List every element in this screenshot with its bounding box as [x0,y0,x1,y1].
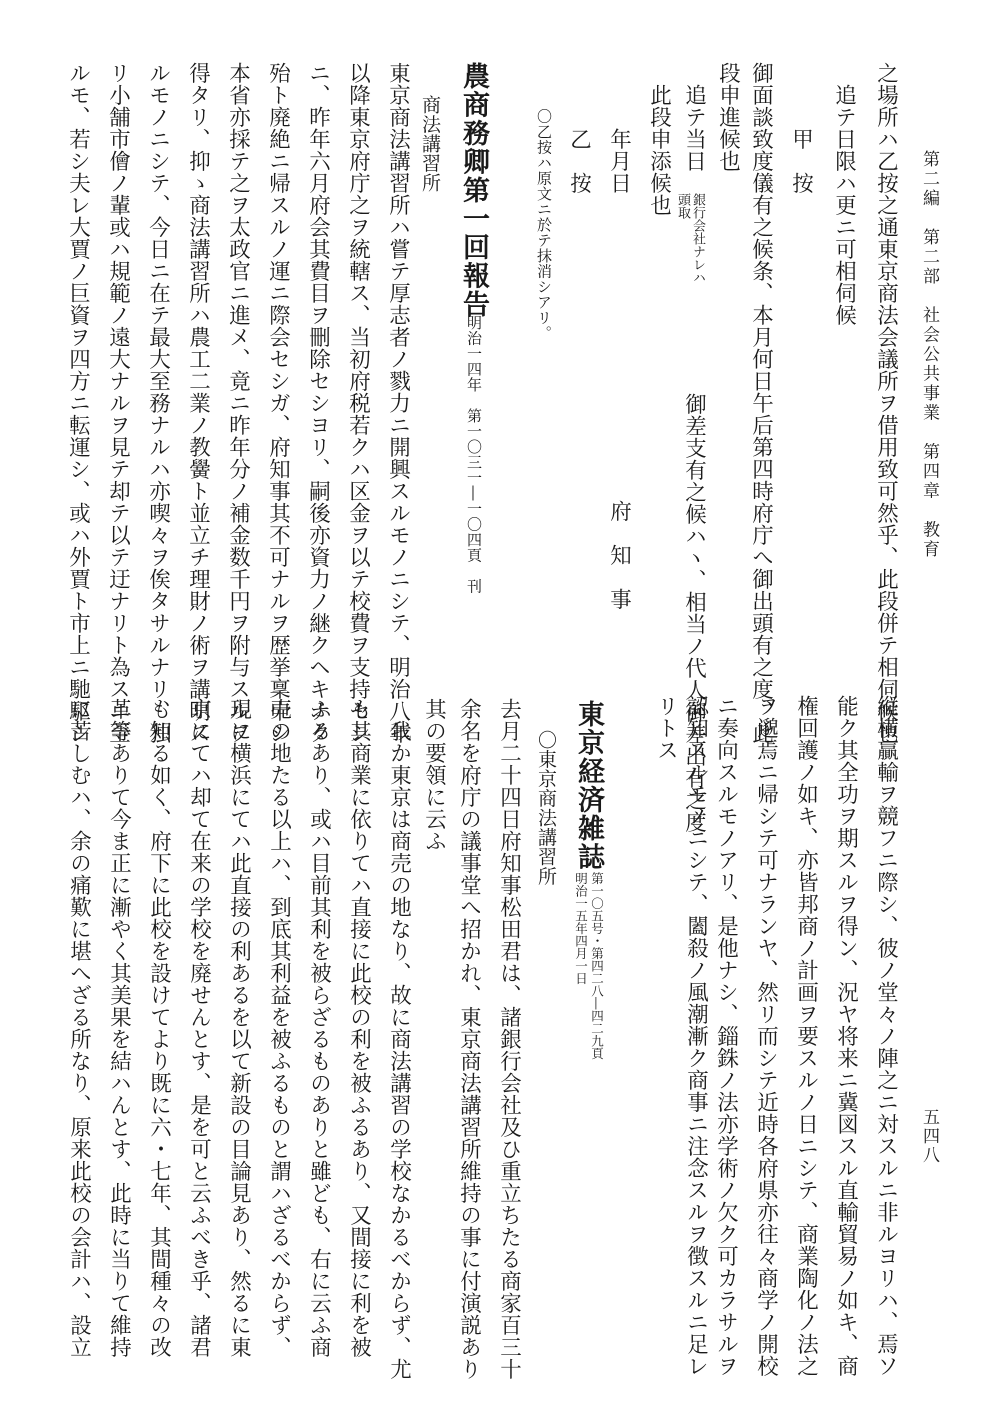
text-line: 段申進候也 [715,62,741,172]
text-line: 我か東京は商売の地なり、故に商法講習の学校なかるべからず、尤 [386,698,412,1380]
text-line: 権回護ノ如キ、亦皆邦商ノ計画ヲ要スルノ日ニシテ、商業陶化ノ法之 [793,695,819,1377]
text-line: 御差支有之候ハヽ、相当ノ代人御差出有之度 [681,283,707,833]
text-line: 余名を府庁の議事堂へ招かれ、東京商法講習所維持の事に付演説あり [456,698,482,1380]
magazine-title: 東京経済雑誌 [573,700,604,871]
text-line: 売の地たる以上ハ、到底其利益を被ふるものと謂ハざるべからず、 [266,698,292,1358]
text-line: ニ奏向スルモノアリ、是他ナシ、錙銖ノ法亦学術ノ欠ク可カラサルヲ [713,695,739,1377]
margin-note: 銀行会社ナレハ [690,193,705,284]
magazine-reference: 第一〇五号・第四二八―四二九頁 [589,872,605,1060]
report-reference: 明治一四年 第一〇三一―一〇四頁 刊 [465,315,483,594]
text-line: 本省亦採テ之ヲ太政官ニ進メ、竟ニ昨年分ノ補金数千円ヲ附与スルヲ [225,62,251,744]
text-line: 東京商法講習所ハ嘗テ厚志者ノ戮力ニ開興スルモノニシテ、明治八年 [385,62,411,744]
running-head: 第二編 第二部 社会公共事業 第四章 教育 [919,150,939,560]
text-line: に苦しむハ、余の痛歎に堪へざる所なり、原来此校の会計ハ、設立 [66,698,92,1358]
magazine-reference: 明治一五年四月一日 [573,872,589,985]
text-line: 能ク其全功ヲ期スルヲ得ン、況ヤ将来ニ冀図スル直輸貿易ノ如キ、商 [833,695,859,1377]
text-line: 追テ当日 [681,62,707,172]
text-line: ルモノニシテ、今日ニ在テ最大至務ナルハ亦喫々ヲ俟タサルナリ、独 [145,62,171,744]
text-line: も其商業に依りてハ直接に此校の利を被ふるあり、又間接に利を被 [346,698,372,1358]
text-line: 追テ日限ハ更ニ可相伺候 [831,62,857,326]
text-line: 京にてハ却て在来の学校を廃せんとす、是を可と云ふべき乎、諸君 [186,698,212,1358]
text-line: リ小舗市儈ノ輩或ハ規範ノ遠大ナルヲ見テ却テ以テ迂ナリト為スニ至 [105,62,131,744]
text-line: ふるあり、或ハ目前其利を被らざるものありと雖ども、右に云ふ商 [306,698,332,1358]
text-line: 年月日 [606,62,632,194]
text-line: 之場所ハ乙按之通東京商法会議所ヲ借用致可然乎、此段併テ相伺候也 [873,62,899,744]
text-line: 以降東京府庁之ヲ統轄ス、当初府税若クハ区金ヲ以テ校費ヲ支持セシ [345,62,371,744]
text-line: 御面談致度儀有之候条、本月何日午后第四時府庁へ御出頭有之度、此 [748,62,774,744]
text-line: 殆ト廃絶ニ帰スルノ運ニ際会セシガ、府知事其不可ナルヲ歴挙稟申シ [265,62,291,744]
section-heading: 商法講習所 [419,95,441,193]
text-line: 革等ありて今ま正に漸やく其美果を結ハんとす、此時に当りて維持 [106,698,132,1358]
signature-title: 府 知 事 [606,500,632,610]
text-line: リトス [653,695,679,761]
text-line: 現に横浜にてハ此直接の利あるを以て新設の目論見あり、然るに東 [226,698,252,1358]
editorial-note: 〇乙按ハ原文ニ於テ抹消シアリ。 [535,62,553,341]
page-number: 五四八 [919,1108,939,1165]
text-line: 得タリ、抑ゝ商法講習所ハ農工二業ノ教黌ト並立チ理財ノ術ヲ講明ス [185,62,211,744]
text-line: も知る如く、府下に此校を設けてより既に六・七年、其間種々の改 [146,698,172,1358]
margin-note: 頭取 [675,193,690,219]
magazine-section: 〇東京商法講習所 [535,730,557,886]
text-line: 此段申添候也 [646,62,672,216]
text-line: 其の要領に云ふ [421,698,447,852]
text-line: ヲ邈焉ニ帰シテ可ナランヤ、然リ而シテ近時各府県亦往々商学ノ開校 [753,695,779,1377]
text-line: 認知スルモノニシテ、闔殺ノ風潮漸ク商事ニ注念スルヲ徴スルニ足レ [683,695,709,1377]
text-line: ルモ、若シ夫レ大賈ノ巨資ヲ四方ニ転運シ、或ハ外賈ト市上ニ馳駆シ [65,62,91,744]
text-line: 去月二十四日府知事松田君は、諸銀行会社及ひ重立ちたる商家百三十 [496,698,522,1380]
text-line: 縦横贏輸ヲ競フニ際シ、彼ノ堂々ノ陣之ニ対スルニ非ルヨリハ、焉ソ [873,695,899,1377]
text-line: ニ、昨年六月府会其費目ヲ刪除セシヨリ、嗣後亦資力ノ継クヘキナク [305,62,331,744]
text-line: 乙 按 [566,62,592,194]
text-line: 甲 按 [788,62,814,194]
report-title: 農商務卿第一回報告 [458,62,489,319]
